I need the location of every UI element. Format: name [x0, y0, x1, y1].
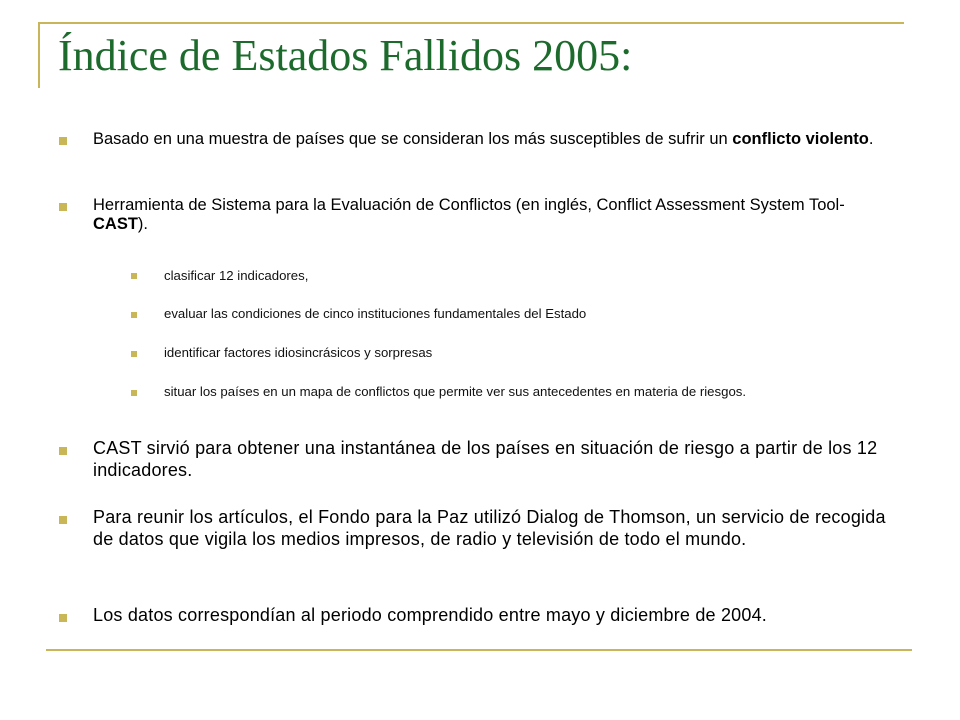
- bullet-square-icon: [131, 351, 137, 357]
- bottom-rule: [46, 649, 912, 651]
- bullet-square-icon: [59, 614, 67, 622]
- left-rule: [38, 22, 40, 88]
- top-rule: [38, 22, 904, 24]
- bullet-square-icon: [131, 390, 137, 396]
- bullet-square-icon: [59, 516, 67, 524]
- bullet-square-icon: [59, 137, 67, 145]
- bullet-square-icon: [131, 273, 137, 279]
- bullet-square-icon: [59, 447, 67, 455]
- slide-title: Índice de Estados Fallidos 2005:: [58, 31, 633, 80]
- bullet-square-icon: [59, 203, 67, 211]
- bullet-square-icon: [131, 312, 137, 318]
